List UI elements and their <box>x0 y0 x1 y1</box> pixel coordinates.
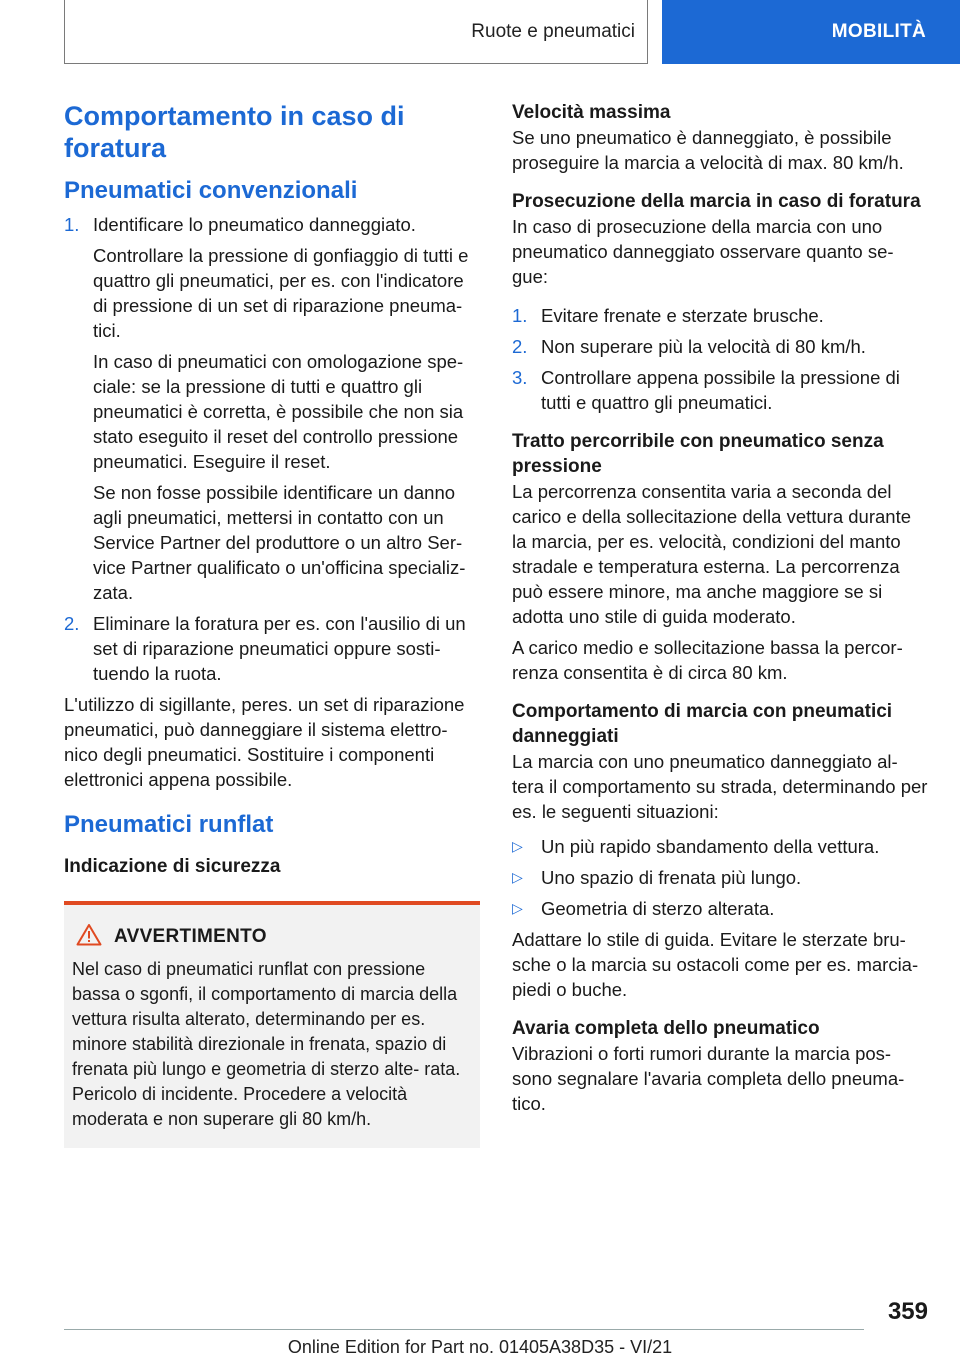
bullet-triangle-icon: ▷ <box>512 869 523 885</box>
driving-advice-text: Adattare lo stile di guida. Evitare le sterzate bru‐ sche o la marcia su ostacoli come per es. marcia‐ piedi o buche. <box>512 929 919 1000</box>
bullet-triangle-icon: ▷ <box>512 838 523 854</box>
step-number: 1. <box>64 214 80 235</box>
bullet-text: Un più rapido sbandamento della vettura. <box>541 836 880 857</box>
warning-header <box>72 923 472 951</box>
left-steps-list <box>64 212 480 686</box>
step-text: Identificare lo pneumatico danneggiato. <box>93 214 416 235</box>
situations-list <box>512 834 928 921</box>
footer-divider <box>64 1329 864 1330</box>
heading-tyre-failure: Avaria completa dello pneumatico <box>512 1018 820 1039</box>
header-chapter-tab <box>662 0 960 64</box>
warning-title: AVVERTIMENTO <box>114 926 267 947</box>
header-chapter-label: MOBILITÀ <box>831 21 926 42</box>
heading-continue-driving: Prosecuzione della marcia in caso di foratura <box>512 191 921 212</box>
step-number: 1. <box>512 305 528 326</box>
step-number: 2. <box>64 613 80 634</box>
continue-steps-list <box>512 303 928 415</box>
heading-range-flat: Tratto percorribile con pneumatico senza pressione <box>512 431 884 477</box>
range-text-2: A carico medio e sollecitazione bassa la percor‐ renza consentita è di circa 80 km. <box>512 637 903 683</box>
step-number: 2. <box>512 336 528 357</box>
step-text: Controllare appena possibile la pressione di tutti e quattro gli pneumatici. <box>541 367 900 413</box>
right-column <box>512 100 928 1122</box>
header-section-tab <box>64 0 648 64</box>
step-number: 3. <box>512 367 528 388</box>
bullet-triangle-icon: ▷ <box>512 900 523 916</box>
max-speed-text: Se uno pneumatico è danneggiato, è possibile proseguire la marcia a velocità di max. 80 km/h. <box>512 127 904 173</box>
footer-edition: Online Edition for Part no. 01405A38D35 - VI/21 <box>287 1337 673 1357</box>
page-number: 359 <box>887 1298 928 1325</box>
list-item <box>64 611 480 686</box>
continue-driving-text: In caso di prosecuzione della marcia con uno pneumatico danneggiato osservare quanto se‐ gue: <box>512 216 894 287</box>
list-item <box>512 334 928 359</box>
step-text: Eliminare la foratura per es. con l'ausilio di un set di riparazione pneumatici oppure sosti‐ tuendo la ruota. <box>93 613 466 684</box>
subheading-conventional: Pneumatici convenzionali <box>64 177 358 204</box>
bullet-text: Uno spazio di frenata più lungo. <box>541 867 802 888</box>
heading-max-speed: Velocità massima <box>512 102 671 123</box>
list-item <box>512 896 928 921</box>
step-text: Evitare frenate e sterzate brusche. <box>541 305 824 326</box>
list-item <box>512 365 928 415</box>
list-item <box>512 865 928 890</box>
range-text-1: La percorrenza consentita varia a seconda del carico e della sollecitazione della vettura durante la marcia, per es. velocità, condizioni del manto stradale e temperatura esterna. La percorrenza può essere minore, ma anche maggiore se si adotta uno stile di guida moderato. <box>512 481 912 627</box>
driving-behaviour-text: La marcia con uno pneumatico danneggiato al‐ tera il comportamento su strada, determinando per es. le seguenti situazioni: <box>512 751 928 822</box>
step-text: Non superare più la velocità di 80 km/h. <box>541 336 866 357</box>
list-item <box>512 303 928 328</box>
subheading-runflat: Pneumatici runflat <box>64 811 274 838</box>
list-item <box>512 834 928 859</box>
warning-triangle-icon <box>76 923 102 951</box>
step-paragraph: Se non fosse possibile identificare un danno agli pneumatici, mettersi in contatto con un Service Partner del produttore o un altro Ser‐ vice Partner qualificato o un'officina specializ‐ zata. <box>93 482 466 603</box>
sealant-note: L'utilizzo di sigillante, peres. un set di riparazione pneumatici, può danneggiare il sistema elettro‐ nico degli pneumatici. Sostituire i componenti elettronici appena possibile. <box>64 694 465 790</box>
bullet-text: Geometria di sterzo alterata. <box>541 898 775 919</box>
step-paragraph: Controllare la pressione di gonfiaggio di tutti e quattro gli pneumatici, per es. con l'indicatore di pressione di un set di riparazione pneuma‐ tici. <box>93 245 469 341</box>
page-title: Comportamento in caso di foratura <box>64 101 405 163</box>
left-column <box>64 100 480 1148</box>
safety-heading: Indicazione di sicurezza <box>64 856 281 877</box>
warning-box <box>64 901 480 1148</box>
list-item <box>64 212 480 605</box>
tyre-failure-text: Vibrazioni o forti rumori durante la marcia pos‐ sono segnalare l'avaria completa dello pneuma‐ tico. <box>512 1043 905 1114</box>
step-paragraph: In caso di pneumatici con omologazione spe‐ ciale: se la pressione di tutti e quattro gli pneumatici è corretta, è possibile che non sia stato eseguito il reset del controllo pressione pneumatici. Eseguire il reset. <box>93 351 464 472</box>
header-section-label: Ruote e pneumatici <box>471 20 635 42</box>
heading-driving-behaviour: Comportamento di marcia con pneumatici danneggiati <box>512 701 893 747</box>
warning-text: Nel caso di pneumatici runflat con pressione bassa o sgonfi, il comportamento di marcia della vettura risulta alterato, determinando per es. minore stabilità direzionale in frenata, spazio di frenata più lungo e geometria di sterzo alte‐ rata. Pericolo di incidente. Procedere a velocità moderata e non superare gli 80 km/h. <box>72 959 461 1129</box>
